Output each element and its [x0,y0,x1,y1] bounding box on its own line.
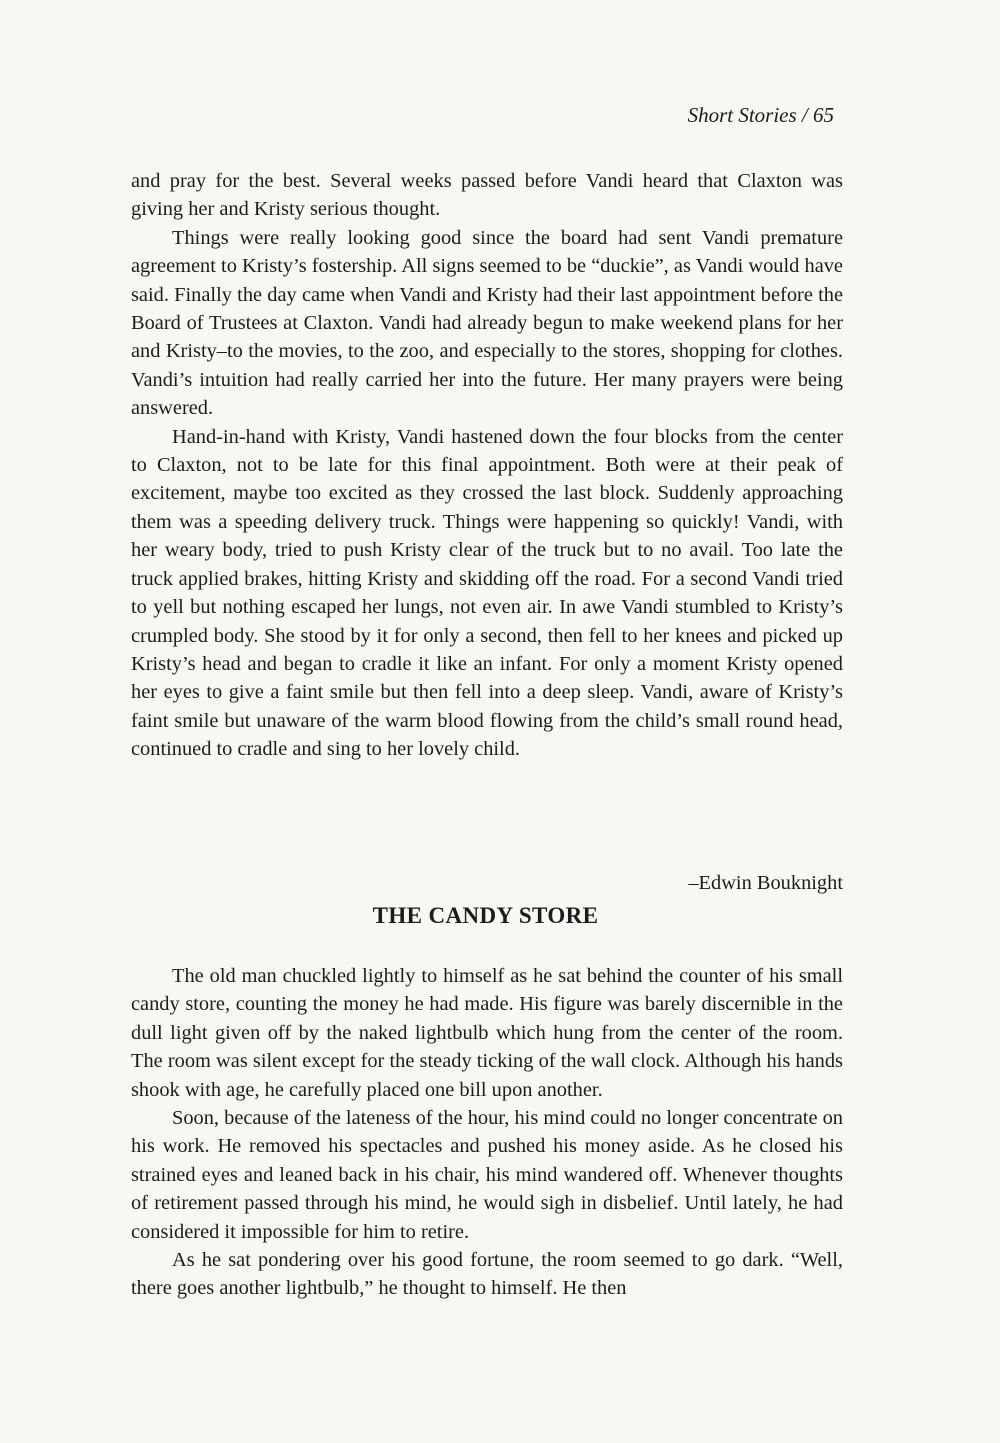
story-one-paragraph-3: Hand-in-hand with Kristy, Vandi hastened down the four blocks from the center to Claxton, not to be late for this final appointment. Both were at their peak of excitement, maybe too excited as they crossed the last block. Suddenly approaching them was a speeding delivery truck. Things were happening so quickly! Vandi, with her weary body, tried to push Kristy clear of the truck but to no avail. Too late the truck applied brakes, hitting Kristy and skidding off the road. For a second Vandi tried to yell but nothing escaped her lungs, not even air. In awe Vandi stumbled to Kristy’s crumpled body. She stood by it for only a second, then fell to her knees and picked up Kristy’s head and began to cradle it like an infant. For only a moment Kristy opened her eyes to give a faint smile but then fell into a deep sleep. Vandi, aware of Kristy’s faint smile but unaware of the warm blood flowing from the child’s small round head, continued to cradle and sing to her lovely child. [131,425,843,761]
running-head: Short Stories / 65 [687,103,834,127]
story-title: THE CANDY STORE [372,903,599,928]
story-one-body [131,167,843,764]
story-two-paragraph-2: Soon, because of the lateness of the hour, his mind could no longer concentrate on his work. He removed his spectacles and pushed his money aside. As he closed his strained eyes and leaned back in his chair, his mind wandered off. Whenever thoughts of retirement passed through his mind, he would sigh in disbelief. Until lately, he had considered it impossible for him to retire. [131,1107,843,1243]
story-one-paragraph-1: and pray for the best. Several weeks passed before Vandi heard that Claxton was giving her and Kristy serious thought. [131,170,843,221]
story-two-paragraph-1: The old man chuckled lightly to himself as he sat behind the counter of his small candy store, counting the money he had made. His figure was barely discernible in the dull light given off by the naked lightbulb which hung from the center of the room. The room was silent except for the steady ticking of the wall clock. Although his hands shook with age, he carefully placed one bill upon another. [131,965,843,1101]
story-one-paragraph-2: Things were really looking good since the board had sent Vandi premature agreement to Kristy’s fostership. All signs seemed to be “duckie”, as Vandi would have said. Finally the day came when Vandi and Kristy had their last appointment before the Board of Trustees at Claxton. Vandi had already begun to make weekend plans for her and Kristy–to the movies, to the zoo, and especially to the stores, shopping for clothes. Vandi’s intuition had really carried her into the future. Her many prayers were being answered. [131,226,843,420]
story-two-paragraph-3: As he sat pondering over his good fortune, the room seemed to go dark. “Well, there goes another lightbulb,” he thought to himself. He then [131,1249,843,1300]
author-byline: –Edwin Bouknight [688,872,843,894]
story-two-body [131,962,843,1303]
